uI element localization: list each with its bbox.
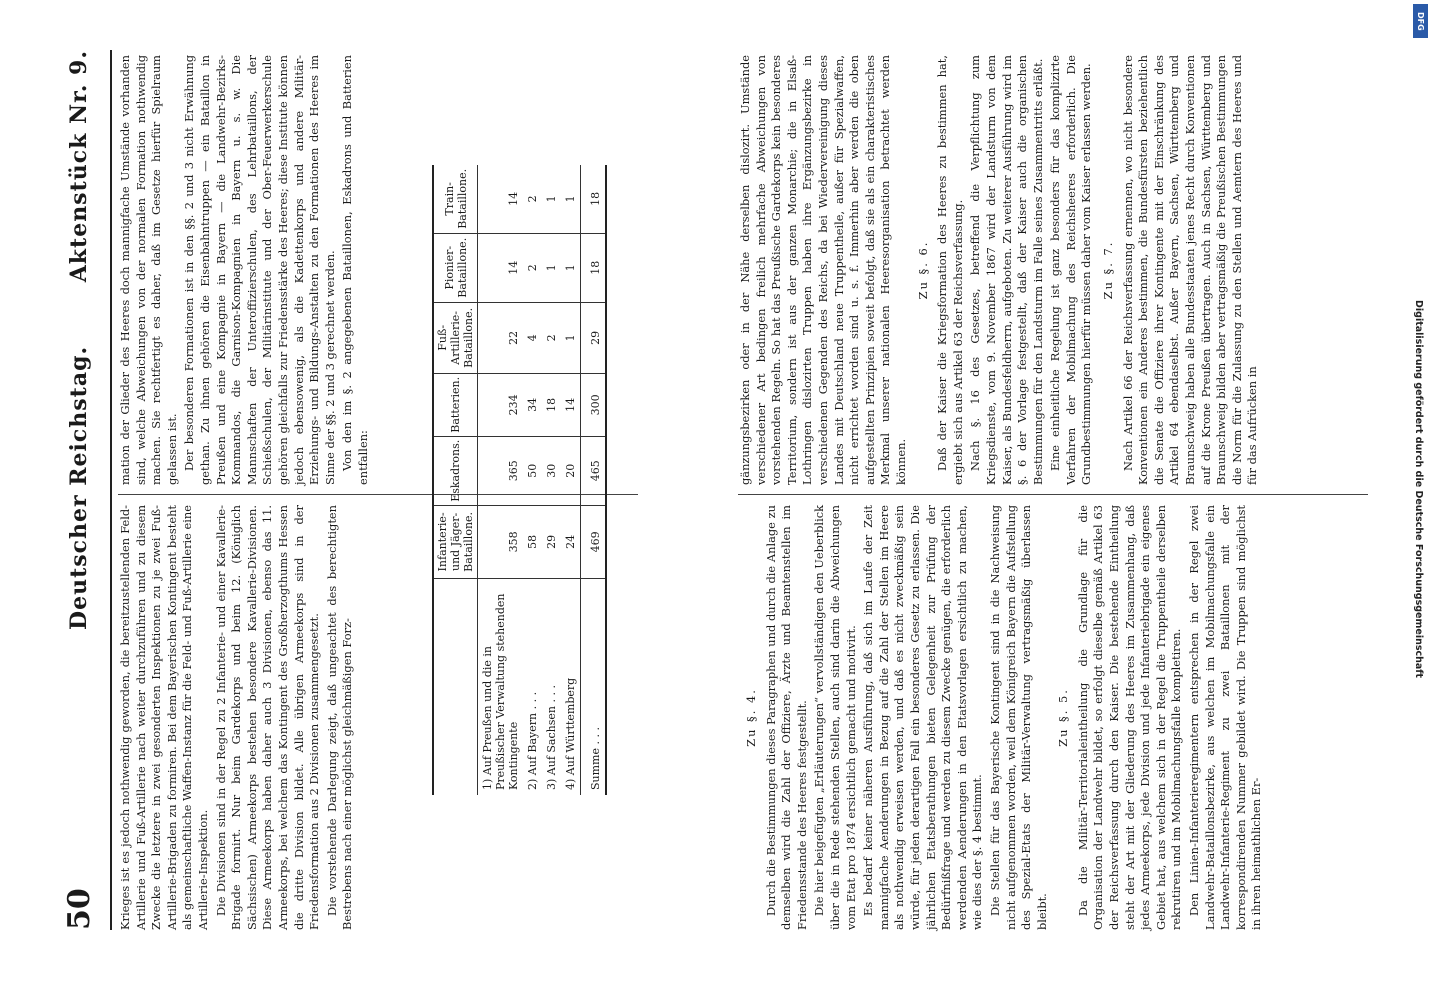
table-row [478, 165, 524, 795]
paragraph: Nach Artikel 66 der Reichsverfassung ernennen, wo nicht besondere Konventionen ein Anderes bestimmen, die Bundesfürsten beziehentlich die Senate die Offiziere ihrer Kontingente mit der Einschränkung des Artikel 64 ebendaselbst. Außer Bayern, Sachsen, Württemberg und Braunschweig haben alle Bundesstaaten jenes Recht durch Konventionen auf die Krone Preußen übertragen. Auch in Sachsen, Württemberg und Braunschweig bilden aber vertragsmäßig die Preußischen Bestimmungen die Norm für die Zulassung zu den Stellen und Aemtern des Heeres und für das Aufrücken in [1120, 55, 1260, 485]
table-cell: 29 [542, 505, 561, 578]
digitization-credit: Digitalisierung gefördert durch die Deutsche Forschungsgemeinschaft [1413, 300, 1424, 678]
paragraph: Die Stellen für das Bayerische Kontingent sind in die Nachweisung nicht aufgenommen worden, weil dem Königreich Bayern die Aufstellung des Spezial-Etats der Militär-Verwaltung vertragsmäßig überlassen bleibt. [987, 505, 1049, 930]
table-cell: 14 [561, 373, 581, 436]
table-cell: 34 [523, 373, 542, 436]
table-cell: 14 [478, 165, 524, 233]
column-top-right [118, 55, 374, 485]
table-cell: 29 [581, 302, 607, 373]
paragraph: Es bedarf keiner näheren Ausführung, daß sich im Laufe der Zeit mannigfache Aenderungen in Bezug auf die Zahl der Stellen im Heere als nothwendig erweisen werden, und daß es nicht zweckmäßig sein würde, für jeden derartigen Fall ein besonderes Gesetz zu erlassen. Die jährlichen Etatsberathungen bieten Gelegenheit zur Prüfung der Bedürfnißfrage und werden zu diesem Zwecke genügen, die erforderlich werdenden Aenderungen in den Etatsvorlagen ersichtlich zu machen, wie dies der §. 4 bestimmt. [861, 505, 985, 930]
table-cell: 358 [478, 505, 524, 578]
table-cell: 1 [561, 165, 581, 233]
table-cell: 22 [478, 302, 524, 373]
paragraph: gänzungsbezirken oder in der Nähe derselben dislozirt. Umstände verschiedener Art bedingen freilich mehrfache Abweichungen von vorstehenden Regeln. So hat das Preußische Gardekorps kein besonderes Territorium, sondern ist aus der ganzen Monarchie; die in Elsaß-Lothringen dislozirten Truppen haben ihre Ergänzungsbezirke in verschiedenen Gegenden des Reichs, da bei Wiedervereinigung dieses Landes mit Deutschland neue Truppentheile, außer für Spezialwaffen, nicht errichtet worden sind u. s. f. Immerhin aber werden die oben aufgestellten Prinzipien soweit befolgt, daß sie als ein charakteristisches Merkmal unserer nationalen Heeresorganisation betrachtet werden können. [738, 55, 908, 485]
page-header [62, 50, 102, 930]
column-top-left [118, 505, 358, 930]
table-cell: 1 [561, 233, 581, 302]
running-title: Deutscher Reichstag. [66, 345, 92, 630]
table-cell: 469 [581, 505, 607, 578]
section-heading: Zu §. 4. [744, 688, 758, 747]
paragraph: Von den im §. 2 angegebenen Bataillonen, Eskadrons und Batterien entfallen: [340, 55, 370, 485]
table-cell: 300 [581, 373, 607, 436]
table-cell: 30 [542, 436, 561, 505]
paragraph: Da die Militär-Territorialeintheilung die Grundlage für die Organisation der Landwehr bildet, so erfolgt dieselbe gemäß Artikel 63 der Reichsverfassung durch den Kaiser. Die bestehende Eintheilung steht der Art mit der Gliederung des Heeres im Zusammenhang, daß jedes Armeekorps, jede Division und jede Infanteriebrigade ein eigenes Gebiet hat, aus welchem sich in der Regel die Truppentheile derselben rekrutiren und im Mobilmachungsfalle kompletiren. [1075, 505, 1184, 930]
table-cell: 1 [542, 165, 561, 233]
table-cell: 20 [561, 436, 581, 505]
page-number: 50 [62, 888, 97, 930]
table-cell: Summe . . . [581, 579, 607, 796]
table-row [542, 165, 561, 795]
issue-number: Aktenstück Nr. 9. [66, 50, 92, 283]
table-header: Batterien. [433, 373, 478, 436]
paragraph: Die hier beigefügten „Erläuterungen“ vervollständigen den Ueberblick über die in Rede stehenden Stellen, auch sind darin die Abweichungen vom Etat pro 1874 ersichtlich gemacht und motivirt. [812, 505, 858, 930]
table-cell: 4 [523, 302, 542, 373]
table-cell: 58 [523, 505, 542, 578]
table-cell: 18 [542, 373, 561, 436]
paragraph: Der besonderen Formationen ist in den §§. 2 und 3 nicht Erwähnung gethan. Zu ihnen gehören die Eisenbahntruppen — ein Bataillon in Preußen und eine Kompagnie in Bayern — die Landwehr-Bezirks-Kommandos, die Garnison-Kompagnien in Bayern u. s. w. Die Mannschaften der Unteroffizierschulen, des Lehrbataillons, der Schießschulen, der Militärinstitute und der Ober-Feuerwerkerschule gehören gleichfalls zur Friedensstärke des Heeres; diese Institute können jedoch ebensowenig, als die Kadettenkorps und andere Militär-Erziehungs- und Bildungs-Anstalten zu den Formationen des Heeres im Sinne der §§. 2 und 3 gerechnet werden. [182, 55, 337, 485]
paragraph: Die Divisionen sind in der Regel zu 2 Infanterie- und einer Kavallerie-Brigade formirt. Nur beim Gardekorps und beim 12. (Königlich Sächsischen) Armeekorps bestehen besondere Kavallerie-Divisionen. Diese Armeekorps haben daher auch 3 Divisionen, ebenso das 11. Armeekorps, bei welchem das Kontingent des Großherzogthums Hessen die dritte Division bildet. Alle übrigen Armeekorps sind in der Friedensformation aus 2 Divisionen zusammengesetzt. [213, 505, 322, 930]
table-cell: 1 [542, 233, 561, 302]
table-cell: 1) Auf Preußen und die in Preußischer Verwaltung stehenden Kontingente [481, 593, 520, 790]
paragraph: Krieges ist es jedoch nothwendig geworden, die bereitzustellenden Feld-Artillerie und Fuß-Artillerie nach weiter durchzuführen und zu diesem Zwecke die letztere in zwei gesonderten Inspektionen zu je zwei Fuß-Artillerie-Brigaden zu formiren. Bei dem Bayerischen Kontingent besteht als gemeinschaftliche Waffen-Instanz für die Feld- und Fuß-Artillerie eine Artillerie-Inspektion. [118, 505, 210, 930]
table-cell: 365 [478, 436, 524, 505]
table-cell: 50 [523, 436, 542, 505]
table-row [561, 165, 581, 795]
table-header: Train-Bataillone. [433, 165, 478, 233]
paragraph: Die vorstehende Darlegung zeigt, daß ungeachtet des berechtigten Bestrebens nach einer möglichst gleichmäßigen Forz- [324, 505, 355, 930]
paragraph: Durch die Bestimmungen dieses Paragraphen und durch die Anlage zu demselben wird die Zahl der Offiziere, Ärzte und Beamtenstellen im Friedensstande des Heeres festgestellt. [763, 505, 809, 930]
header-rule [110, 50, 112, 930]
units-table [432, 165, 607, 795]
table-cell: 4) Auf Württemberg [564, 677, 577, 790]
table-cell: 24 [561, 505, 581, 578]
table-cell: 18 [581, 233, 607, 302]
paragraph: Den Linien-Infanterieregimentern entsprechen in der Regel zwei Landwehr-Bataillonsbezirke, aus welchen im Mobilmachungsfalle ein Landwehr-Infanterie-Regiment zu zwei Bataillonen mit der korrespondirenden Nummer gebildet wird. Die Truppen sind möglichst in ihren heimathlichen Er- [1187, 505, 1264, 930]
table-header: Pionier-Bataillone. [433, 233, 478, 302]
table-cell: 2) Auf Bayern . . . [526, 691, 539, 790]
column-bottom-left [738, 505, 1267, 930]
paragraph: mation der Glieder des Heeres doch mannigfache Umstände vorhanden sind, welche Abweichungen von der normalen Formation nothwendig machen. Sie rechtfertigt es daher, daß im Gesetze hierfür Spielraum gelassen ist. [118, 55, 179, 485]
table-header: Infanterie- und Jäger-Bataillone. [433, 505, 478, 578]
paragraph: Daß der Kaiser die Kriegsformation des Heeres zu bestimmen hat, ergiebt sich aus Artikel 63 der Reichsverfassung. [935, 55, 965, 485]
table-cell: 3) Auf Sachsen . . . [545, 685, 558, 790]
table-cell: 2 [523, 165, 542, 233]
table-header: Eskadrons. [433, 436, 478, 505]
section-heading: Zu §. 5. [1056, 688, 1071, 747]
paragraph: Nach §. 16 des Gesetzes, betreffend die Verpflichtung zum Kriegsdienste, vom 9. November 1867 wird der Landsturm von dem Kaiser, als Bundesfeldherrn, aufgeboten. Zu weiterer Ausführung wird im §. 6 der Vorlage festgestellt, daß der Kaiser auch die organischen Bestimmungen für den Landsturm im Falle seines Zusammentritts erläßt. [968, 55, 1045, 485]
column-bottom-right [738, 55, 1263, 485]
table-cell: 14 [478, 233, 524, 302]
digitization-sidebar [1409, 0, 1432, 1000]
table-cell: 1 [561, 302, 581, 373]
table-cell: 2 [523, 233, 542, 302]
column-divider [738, 494, 1368, 495]
table-sum-row [581, 165, 607, 795]
table-header: Fuß-Artillerie-Bataillone. [433, 302, 478, 373]
section-heading: Zu §. 6. [915, 240, 930, 300]
table-cell: 465 [581, 436, 607, 505]
table-header-row [433, 165, 478, 795]
table-cell: 2 [542, 302, 561, 373]
table-cell: 18 [581, 165, 607, 233]
table-row [523, 165, 542, 795]
table-cell: 234 [478, 373, 524, 436]
table-header [433, 579, 478, 796]
section-heading: Zu §. 7. [1101, 240, 1116, 300]
paragraph: Eine einheitliche Regelung ist ganz besonders für das komplizirte Verfahren der Mobilmachung des Reichsheeres erforderlich. Die Grundbestimmungen hierfür müssen daher vom Kaiser erlassen werden. [1048, 55, 1094, 485]
dfg-logo: DFG [1413, 4, 1428, 38]
